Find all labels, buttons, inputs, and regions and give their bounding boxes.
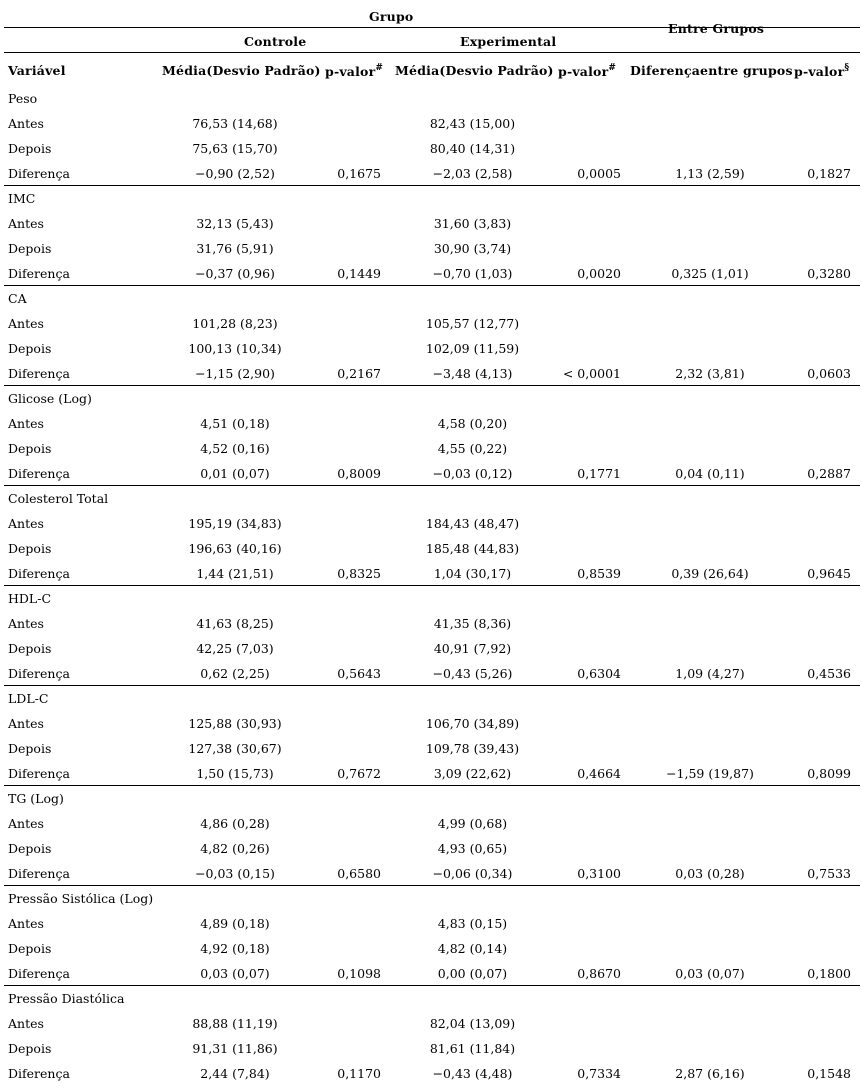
controle-mean-cell: 4,86 (0,28) (200, 816, 270, 831)
table-row (0, 436, 864, 461)
table-row (0, 636, 864, 661)
pvalor-grupos-cell: 0,7533 (807, 866, 851, 881)
variable-title-row (0, 86, 864, 111)
experimental-mean-cell: 0,00 (0,07) (437, 966, 508, 981)
row-label: Antes (8, 116, 44, 131)
header-diferenca-grupos: Diferençaentre grupos (630, 63, 793, 78)
experimental-pvalue-cell: 0,1771 (577, 466, 621, 481)
controle-mean-cell: 125,88 (30,93) (188, 716, 282, 731)
row-label: Diferença (8, 1066, 70, 1081)
variable-name: Peso (8, 91, 38, 106)
header-grupo: Grupo (369, 9, 414, 24)
table-row (0, 811, 864, 836)
variable-name: TG (Log) (8, 791, 64, 806)
variable-name: Colesterol Total (8, 491, 109, 506)
controle-mean-cell: 0,03 (0,07) (200, 966, 270, 981)
controle-mean-cell: 0,62 (2,25) (200, 666, 270, 681)
experimental-pvalue-cell: 0,4664 (577, 766, 621, 781)
controle-mean-cell: 32,13 (5,43) (196, 216, 274, 231)
experimental-mean-cell: 4,93 (0,65) (437, 841, 508, 856)
row-label: Depois (8, 1041, 52, 1056)
controle-pvalue-cell: 0,5643 (337, 666, 381, 681)
pvalor-controle-mark: # (375, 63, 384, 73)
pvalor-controle-label: p-valor (325, 64, 376, 79)
controle-mean-cell: 195,19 (34,83) (188, 516, 282, 531)
table-row (0, 361, 864, 386)
table-row (0, 136, 864, 161)
controle-mean-cell: 4,52 (0,16) (200, 441, 270, 456)
diferenca-grupos-cell: 0,03 (0,07) (675, 966, 745, 981)
table-row (0, 336, 864, 361)
diferenca-grupos-cell: −1,59 (19,87) (666, 766, 754, 781)
pvalor-grupos-mark: § (844, 63, 850, 73)
experimental-mean-cell: −0,43 (4,48) (432, 1066, 513, 1081)
table-row (0, 661, 864, 686)
experimental-mean-cell: 1,04 (30,17) (433, 566, 512, 581)
table-row (0, 261, 864, 286)
row-label: Diferença (8, 966, 70, 981)
controle-mean-cell: −1,15 (2,90) (195, 366, 275, 381)
variable-name: Pressão Diastólica (8, 991, 125, 1006)
header-pvalor-controle (325, 64, 383, 79)
header-media-controle: Média(Desvio Padrão) (162, 63, 321, 78)
header-pvalor-experimental (558, 64, 616, 79)
controle-mean-cell: 1,44 (21,51) (196, 566, 274, 581)
header-media-experimental: Média(Desvio Padrão) (395, 63, 554, 78)
controle-mean-cell: 2,44 (7,84) (200, 1066, 270, 1081)
experimental-mean-cell: 4,83 (0,15) (437, 916, 508, 931)
rule-top (4, 27, 860, 28)
header-variavel: Variável (8, 63, 66, 78)
variable-title-row (0, 986, 864, 1011)
header-experimental: Experimental (460, 34, 557, 49)
row-label: Antes (8, 516, 44, 531)
experimental-pvalue-cell: 0,3100 (577, 866, 621, 881)
diferenca-grupos-cell: 1,09 (4,27) (675, 666, 745, 681)
variable-name: Glicose (Log) (8, 391, 92, 406)
experimental-mean-cell: 4,55 (0,22) (437, 441, 508, 456)
experimental-mean-cell: 81,61 (11,84) (429, 1041, 516, 1056)
experimental-mean-cell: −3,48 (4,13) (432, 366, 513, 381)
variable-name: CA (8, 291, 27, 306)
row-label: Antes (8, 916, 44, 931)
pvalor-grupos-cell: 0,1548 (807, 1066, 851, 1081)
experimental-pvalue-cell: 0,8670 (577, 966, 621, 981)
controle-mean-cell: 196,63 (40,16) (188, 541, 282, 556)
header-pvalor-grupos (794, 64, 849, 79)
diferenca-grupos-cell: 2,32 (3,81) (675, 366, 745, 381)
row-label: Depois (8, 641, 52, 656)
row-label: Depois (8, 141, 52, 156)
table-row (0, 511, 864, 536)
table-row (0, 236, 864, 261)
controle-mean-cell: 100,13 (10,34) (188, 341, 282, 356)
controle-mean-cell: 75,63 (15,70) (192, 141, 278, 156)
row-label: Antes (8, 316, 44, 331)
experimental-mean-cell: −2,03 (2,58) (432, 166, 513, 181)
experimental-mean-cell: 30,90 (3,74) (433, 241, 512, 256)
row-label: Diferença (8, 366, 70, 381)
experimental-mean-cell: 184,43 (48,47) (425, 516, 520, 531)
controle-pvalue-cell: 0,1449 (337, 266, 381, 281)
variable-title-row (0, 786, 864, 811)
diferenca-grupos-cell: 0,03 (0,28) (675, 866, 745, 881)
experimental-pvalue-cell: 0,8539 (577, 566, 621, 581)
pvalor-experimental-label: p-valor (558, 64, 609, 79)
pvalor-grupos-cell: 0,2887 (807, 466, 851, 481)
row-label: Diferença (8, 766, 70, 781)
experimental-mean-cell: 4,82 (0,14) (437, 941, 508, 956)
diferenca-grupos-cell: 2,87 (6,16) (675, 1066, 745, 1081)
variable-name: Pressão Sistólica (Log) (8, 891, 154, 906)
controle-mean-cell: 4,92 (0,18) (200, 941, 270, 956)
controle-pvalue-cell: 0,1675 (337, 166, 381, 181)
rule-sub (4, 52, 860, 53)
experimental-mean-cell: 4,99 (0,68) (437, 816, 508, 831)
table-row (0, 561, 864, 586)
diferenca-grupos-cell: 1,13 (2,59) (675, 166, 745, 181)
row-label: Diferença (8, 666, 70, 681)
pvalor-grupos-cell: 0,0603 (807, 366, 851, 381)
experimental-mean-cell: 82,43 (15,00) (429, 116, 516, 131)
controle-mean-cell: 4,82 (0,26) (200, 841, 270, 856)
table-row (0, 761, 864, 786)
row-label: Antes (8, 216, 44, 231)
row-label: Depois (8, 841, 52, 856)
experimental-mean-cell: 102,09 (11,59) (425, 341, 520, 356)
table-row (0, 1061, 864, 1086)
row-label: Diferença (8, 466, 70, 481)
table-row (0, 736, 864, 761)
experimental-mean-cell: 41,35 (8,36) (433, 616, 512, 631)
table-row (0, 911, 864, 936)
experimental-pvalue-cell: 0,0020 (577, 266, 621, 281)
controle-mean-cell: 88,88 (11,19) (192, 1016, 278, 1031)
experimental-mean-cell: 105,57 (12,77) (425, 316, 520, 331)
controle-mean-cell: 1,50 (15,73) (196, 766, 274, 781)
variable-title-row (0, 886, 864, 911)
pvalor-grupos-cell: 0,1827 (807, 166, 851, 181)
table-row (0, 611, 864, 636)
row-label: Diferença (8, 266, 70, 281)
controle-mean-cell: 76,53 (14,68) (192, 116, 278, 131)
table-row (0, 1011, 864, 1036)
header-entre-grupos: Entre Grupos (668, 21, 765, 36)
experimental-pvalue-cell: < 0,0001 (562, 366, 621, 381)
row-label: Depois (8, 441, 52, 456)
experimental-mean-cell: −0,03 (0,12) (432, 466, 513, 481)
row-label: Diferença (8, 166, 70, 181)
row-label: Antes (8, 1016, 44, 1031)
controle-mean-cell: −0,03 (0,15) (195, 866, 275, 881)
row-label: Depois (8, 241, 52, 256)
experimental-mean-cell: 31,60 (3,83) (433, 216, 512, 231)
controle-mean-cell: 4,89 (0,18) (200, 916, 270, 931)
variable-title-row (0, 286, 864, 311)
variable-title-row (0, 686, 864, 711)
table-row (0, 1036, 864, 1061)
experimental-pvalue-cell: 0,6304 (577, 666, 621, 681)
table-row (0, 711, 864, 736)
controle-pvalue-cell: 0,8325 (337, 566, 381, 581)
table-row (0, 861, 864, 886)
table-row (0, 411, 864, 436)
controle-pvalue-cell: 0,1170 (337, 1066, 381, 1081)
table-row (0, 536, 864, 561)
table-row (0, 836, 864, 861)
controle-mean-cell: 42,25 (7,03) (196, 641, 274, 656)
experimental-mean-cell: 4,58 (0,20) (437, 416, 508, 431)
controle-mean-cell: 101,28 (8,23) (192, 316, 278, 331)
experimental-mean-cell: 185,48 (44,83) (425, 541, 520, 556)
controle-mean-cell: 31,76 (5,91) (196, 241, 274, 256)
experimental-mean-cell: −0,70 (1,03) (432, 266, 513, 281)
controle-pvalue-cell: 0,6580 (337, 866, 381, 881)
variable-name: LDL-C (8, 691, 49, 706)
pvalor-grupos-cell: 0,8099 (807, 766, 851, 781)
pvalor-grupos-label: p-valor (794, 64, 845, 79)
controle-pvalue-cell: 0,7672 (337, 766, 381, 781)
header-controle: Controle (244, 34, 307, 49)
row-label: Depois (8, 541, 52, 556)
experimental-mean-cell: −0,06 (0,34) (432, 866, 513, 881)
experimental-mean-cell: −0,43 (5,26) (432, 666, 513, 681)
controle-pvalue-cell: 0,1098 (337, 966, 381, 981)
controle-pvalue-cell: 0,8009 (337, 466, 381, 481)
table-row (0, 311, 864, 336)
row-label: Depois (8, 741, 52, 756)
row-label: Depois (8, 941, 52, 956)
pvalor-experimental-mark: # (608, 63, 617, 73)
table-row (0, 161, 864, 186)
controle-mean-cell: −0,37 (0,96) (195, 266, 275, 281)
variable-name: IMC (8, 191, 36, 206)
experimental-pvalue-cell: 0,7334 (577, 1066, 621, 1081)
experimental-mean-cell: 80,40 (14,31) (429, 141, 516, 156)
row-label: Antes (8, 716, 44, 731)
controle-mean-cell: −0,90 (2,52) (195, 166, 275, 181)
experimental-pvalue-cell: 0,0005 (577, 166, 621, 181)
pvalor-grupos-cell: 0,4536 (807, 666, 851, 681)
variable-title-row (0, 186, 864, 211)
row-label: Antes (8, 816, 44, 831)
table-row (0, 111, 864, 136)
variable-title-row (0, 586, 864, 611)
row-label: Antes (8, 616, 44, 631)
variable-title-row (0, 486, 864, 511)
diferenca-grupos-cell: 0,325 (1,01) (671, 266, 749, 281)
controle-mean-cell: 91,31 (11,86) (192, 1041, 278, 1056)
pvalor-grupos-cell: 0,1800 (807, 966, 851, 981)
table-row (0, 936, 864, 961)
variable-title-row (0, 386, 864, 411)
table-row (0, 461, 864, 486)
variable-name: HDL-C (8, 591, 52, 606)
controle-mean-cell: 127,38 (30,67) (188, 741, 282, 756)
row-label: Depois (8, 341, 52, 356)
pvalor-grupos-cell: 0,3280 (807, 266, 851, 281)
row-label: Diferença (8, 566, 70, 581)
row-label: Diferença (8, 866, 70, 881)
controle-mean-cell: 0,01 (0,07) (200, 466, 270, 481)
table-row (0, 961, 864, 986)
experimental-mean-cell: 3,09 (22,62) (433, 766, 512, 781)
diferenca-grupos-cell: 0,39 (26,64) (671, 566, 749, 581)
controle-mean-cell: 4,51 (0,18) (200, 416, 270, 431)
table-row (0, 211, 864, 236)
experimental-mean-cell: 106,70 (34,89) (425, 716, 520, 731)
experimental-mean-cell: 82,04 (13,09) (429, 1016, 516, 1031)
diferenca-grupos-cell: 0,04 (0,11) (675, 466, 745, 481)
controle-mean-cell: 41,63 (8,25) (196, 616, 274, 631)
experimental-mean-cell: 109,78 (39,43) (425, 741, 520, 756)
row-label: Antes (8, 416, 44, 431)
experimental-mean-cell: 40,91 (7,92) (433, 641, 512, 656)
pvalor-grupos-cell: 0,9645 (807, 566, 851, 581)
controle-pvalue-cell: 0,2167 (337, 366, 381, 381)
